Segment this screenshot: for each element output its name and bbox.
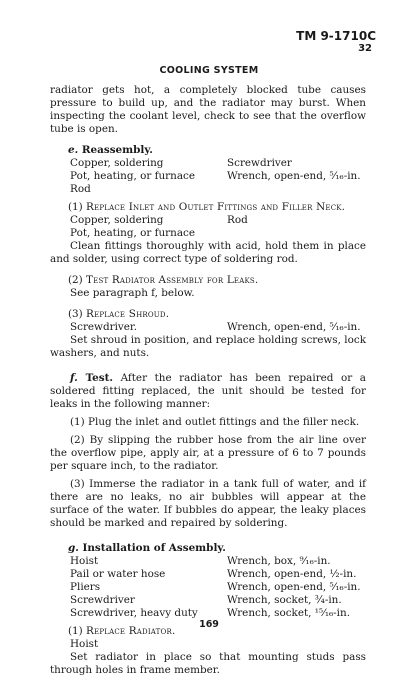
tool-item: Copper, soldering (70, 157, 164, 169)
tool-row (70, 170, 366, 183)
step-tool-list (50, 214, 366, 240)
document-body (50, 84, 366, 677)
installation-tool-list (50, 555, 366, 620)
tool-row (70, 555, 366, 568)
step-heading (50, 201, 366, 214)
step-title: Replace Shroud. (86, 308, 170, 320)
tool-row (70, 638, 366, 651)
tool-item: Wrench, open-end, ⁵⁄₁₆-in. (227, 321, 361, 333)
reassembly-heading (50, 144, 366, 157)
tool-item: Screwdriver (227, 157, 292, 169)
tool-item: Rod (227, 214, 248, 226)
step-heading (50, 274, 366, 287)
reassembly-tool-list (50, 157, 366, 196)
tool-item: Wrench, open-end, ⁵⁄₁₆-in. (227, 581, 361, 593)
tool-row (70, 183, 366, 196)
test-step: (2) By slipping the rubber hose from the air line over the overflow pipe, apply air, at a pressure of 6 to 7 pounds per square inch, to the radiator. (50, 434, 366, 472)
step-text-block (50, 287, 366, 300)
tool-row (70, 568, 366, 581)
tool-row (70, 214, 366, 227)
heading-text: Installation of Assembly. (82, 542, 226, 554)
tool-item: Screwdriver (70, 594, 135, 606)
tool-item: Pot, heating, or furnace (70, 170, 195, 182)
heading-letter: e. (68, 144, 79, 156)
step-text: Clean fittings thoroughly with acid, hold them in place and solder, using correct type of soldering rod. (50, 240, 366, 265)
tool-item: Pot, heating, or furnace (70, 227, 195, 239)
installation-heading (50, 542, 366, 555)
tool-item: Wrench, socket, ¹⁵⁄₁₆-in. (227, 607, 350, 619)
step-number: (3) (68, 308, 83, 320)
intro-paragraph: radiator gets hot, a completely blocked tube causes pressure to build up, and the radiator may burst. When inspecting the coolant level, check to see that the overflow tube is open. (50, 84, 366, 135)
tool-item: Copper, soldering (70, 214, 164, 226)
step-title: Replace Radiator. (86, 625, 176, 637)
tool-item: Pail or water hose (70, 568, 166, 580)
heading-letter: f. (70, 372, 78, 384)
paragraph-number: 32 (358, 43, 372, 54)
heading-text: Test. (85, 372, 114, 384)
step-number: (1) (68, 201, 83, 213)
manual-header (296, 30, 376, 55)
test-paragraph (50, 372, 366, 411)
tool-row (70, 581, 366, 594)
tool-item: Hoist (70, 638, 99, 650)
tool-item: Wrench, socket, ¾-in. (227, 594, 342, 606)
step-tool-list (50, 321, 366, 334)
tool-item: Wrench, box, ⁹⁄₁₆-in. (227, 555, 331, 567)
tool-row (70, 321, 366, 334)
step-number: (1) (68, 625, 83, 637)
test-step: (1) Plug the inlet and outlet fittings and the filler neck. (70, 416, 360, 428)
tool-row (70, 594, 366, 607)
section-title: COOLING SYSTEM (159, 65, 259, 76)
step-title: Replace Inlet and Outlet Fittings and Filler Neck. (86, 201, 346, 213)
tool-item: Wrench, open-end, ½-in. (227, 568, 357, 580)
step-text: Set shroud in position, and replace holding screws, lock washers, and nuts. (50, 334, 366, 359)
step-title: Test Radiator Assembly for Leaks. (86, 274, 259, 286)
tool-item: Pliers (70, 581, 101, 593)
tool-item: Wrench, open-end, ⁵⁄₁₆-in. (227, 170, 361, 182)
manual-code: TM 9-1710C (296, 29, 376, 43)
step-text: See paragraph f, below. (70, 287, 195, 299)
tool-row (70, 227, 366, 240)
tool-item: Screwdriver, heavy duty (70, 607, 198, 619)
tool-row (70, 157, 366, 170)
step-heading (50, 308, 366, 321)
tool-item: Rod (70, 183, 91, 195)
tool-item: Hoist (70, 555, 99, 567)
step-tool-list (50, 638, 366, 651)
page-number: 169 (199, 619, 219, 630)
test-step: (3) Immerse the radiator in a tank full of water, and if there are no leaks, no air bubbles will appear at the surface of the water. If bubbles do appear, the leaky places should be marked and repaired by soldering. (50, 478, 366, 529)
step-text: Set radiator in place so that mounting studs pass through holes in frame member. (50, 651, 366, 676)
step-number: (2) (68, 274, 83, 286)
test-intro: After the radiator has been repaired or a soldered fitting replaced, the unit should be tested for leaks in the following manner: (50, 372, 366, 410)
heading-text: Reassembly. (81, 144, 153, 156)
tool-item: Screwdriver. (70, 321, 138, 333)
heading-letter: g. (68, 542, 79, 554)
